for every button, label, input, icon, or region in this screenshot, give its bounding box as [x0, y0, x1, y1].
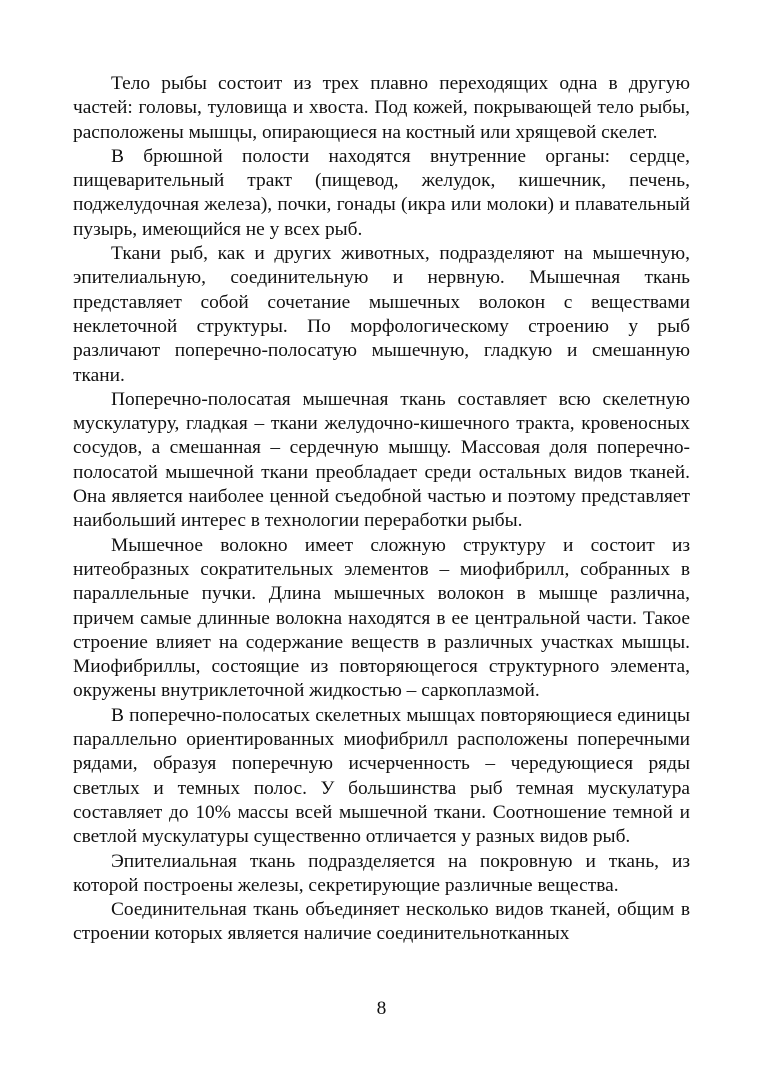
paragraph-tissue-types: Ткани рыб, как и других животных, подразделяют на мышечную, эпителиальную, соединительную и нервную. Мышечная ткань представляет собой сочетание мышечных волокон с веществами неклеточной структуры. По морфологическому строению у рыб различают поперечно-полосатую мышечную, гладкую и смешанную ткани. — [73, 243, 690, 386]
paragraph-striated-muscle: Поперечно-полосатая мышечная ткань составляет всю скелетную мускулатуру, гладкая – ткани желудочно-кишечного тракта, кровеносных сосудов, а смешанная – сердечную мышцу. Массовая доля поперечно-полосатой мышечной ткани преобладает среди остальных видов тканей. Она является наиболее ценной съедобной частью и поэтому представляет наибольший интерес в технологии переработки рыбы. — [73, 388, 690, 532]
paragraph-fish-body: Тело рыбы состоит из трех плавно переходящих одна в другую частей: головы, туловища и хвоста. Под кожей, покрывающей тело рыбы, расположены мышцы, опирающиеся на костный или хрящевой скелет. — [73, 73, 690, 143]
paragraph-internal-organs: В брюшной полости находятся внутренние органы: сердце, пищеварительный тракт (пищевод, желудок, кишечник, печень, поджелудочная железа), почки, гонады (икра или молоки) и плавательный пузырь, имеющийся не у всех рыб. — [73, 145, 690, 240]
page-body — [73, 72, 690, 947]
paragraph-epithelial-tissue: Эпителиальная ткань подразделяется на покровную и ткань, из которой построены железы, секретирующие различные вещества. — [73, 850, 690, 896]
paragraph-connective-tissue: Соединительная ткань объединяет несколько видов тканей, общим в строении которых является наличие соединительнотканных — [73, 899, 690, 945]
paragraph-skeletal-muscle: В поперечно-полосатых скелетных мышцах повторяющиеся единицы параллельно ориентированных миофибрилл расположены поперечными рядами, образуя поперечную исчерченность – чередующиеся ряды светлых и темных полос. У большинства рыб темная мускулатура составляет до 10% массы всей мышечной ткани. Соотношение темной и светлой мускулатуры существенно отличается у разных видов рыб. — [73, 704, 690, 848]
page-number: 8 — [376, 998, 387, 1019]
paragraph-muscle-fiber: Мышечное волокно имеет сложную структуру и состоит из нитеобразных сократительных элементов – миофибрилл, собранных в параллельные пучки. Длина мышечных волокон в мышце различна, причем самые длинные волокна находятся в ее центральной части. Такое строение влияет на содержание веществ в различных участках мышцы. Миофибриллы, состоящие из повторяющегося структурного элемента, окружены внутриклеточной жидкостью – саркоплазмой. — [73, 534, 690, 702]
